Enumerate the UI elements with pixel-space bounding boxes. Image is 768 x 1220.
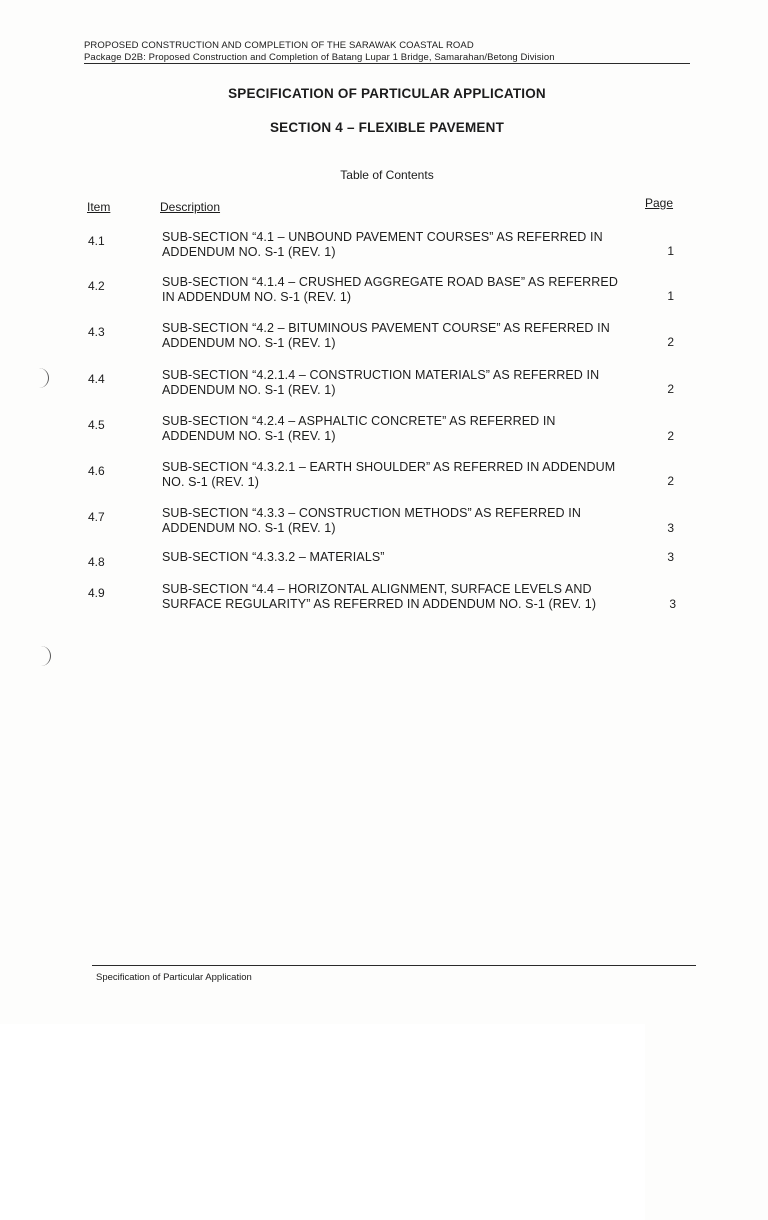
toc-heading: Table of Contents: [340, 168, 434, 182]
toc-entry-line: SUB-SECTION “4.3.3.2 – MATERIALS”: [162, 550, 385, 564]
toc-entry-number: 4.9: [88, 586, 105, 600]
toc-entry-line: SURFACE REGULARITY” AS REFERRED IN ADDENDUM NO. S-1 (REV. 1): [162, 597, 597, 611]
toc-entry-line: SUB-SECTION “4.1.4 – CRUSHED AGGREGATE ROAD BASE” AS REFERRED: [162, 275, 618, 289]
toc-entry-line: SUB-SECTION “4.3.3 – CONSTRUCTION METHODS” AS REFERRED IN: [162, 506, 581, 520]
toc-entry-line: ADDENDUM NO. S-1 (REV. 1): [162, 521, 336, 535]
toc-entry-line: IN ADDENDUM NO. S-1 (REV. 1): [162, 290, 352, 304]
document-footer: Specification of Particular Application: [96, 972, 252, 983]
toc-entry-page: 3: [667, 521, 674, 535]
toc-entry-number: 4.5: [88, 418, 105, 432]
toc-entry-page: 1: [667, 289, 674, 303]
toc-entry-number: 4.2: [88, 279, 105, 293]
toc-entry-line: ADDENDUM NO. S-1 (REV. 1): [162, 245, 336, 259]
toc-entry-number: 4.7: [88, 510, 105, 524]
toc-entry-description: [162, 506, 666, 536]
toc-entry-page: 2: [667, 335, 674, 349]
toc-entry-page: 2: [667, 382, 674, 396]
document-title: SPECIFICATION OF PARTICULAR APPLICATION: [228, 86, 546, 101]
toc-entry-description: [162, 414, 666, 444]
header-package-title: Package D2B: Proposed Construction and Completion of Batang Lupar 1 Bridge, Samarahan/Betong Division: [84, 52, 555, 63]
toc-entry-number: 4.8: [88, 555, 105, 569]
toc-entry-line: ADDENDUM NO. S-1 (REV. 1): [162, 383, 336, 397]
toc-entry-line: SUB-SECTION “4.4 – HORIZONTAL ALIGNMENT, SURFACE LEVELS AND: [162, 582, 592, 596]
toc-entry-description: [162, 582, 682, 612]
toc-entry-description: [162, 460, 666, 490]
toc-entry-page: 1: [667, 244, 674, 258]
section-title: SECTION 4 – FLEXIBLE PAVEMENT: [269, 120, 505, 135]
document-header: [84, 40, 690, 64]
column-header-page: Page: [645, 196, 768, 1220]
column-header-item: Item: [87, 200, 111, 214]
toc-entry-number: 4.4: [88, 372, 105, 386]
toc-entry-description: [162, 230, 666, 260]
toc-entry-page: 2: [667, 474, 674, 488]
toc-entry-number: 4.3: [88, 325, 105, 339]
toc-entry-line: ADDENDUM NO. S-1 (REV. 1): [162, 336, 336, 350]
toc-entry-description: [162, 275, 666, 305]
column-header-description: Description: [160, 200, 221, 214]
toc-entry-page: 2: [667, 429, 674, 443]
toc-entry-description: [162, 368, 666, 398]
toc-entry-line: NO. S-1 (REV. 1): [162, 475, 259, 489]
toc-entry-page: 3: [669, 597, 676, 611]
toc-entry-number: 4.6: [88, 464, 105, 478]
punch-hole-mark: [38, 368, 49, 388]
header-project-title: PROPOSED CONSTRUCTION AND COMPLETION OF THE SARAWAK COASTAL ROAD: [84, 40, 474, 51]
toc-entry-line: SUB-SECTION “4.2.1.4 – CONSTRUCTION MATERIALS” AS REFERRED IN: [162, 368, 600, 382]
toc-entry-line: SUB-SECTION “4.3.2.1 – EARTH SHOULDER” AS REFERRED IN ADDENDUM: [162, 460, 616, 474]
toc-entry-line: SUB-SECTION “4.2 – BITUMINOUS PAVEMENT COURSE” AS REFERRED IN: [162, 321, 610, 335]
toc-entry-page: 3: [667, 550, 674, 564]
toc-entry-description: [162, 321, 666, 351]
toc-entry-description: [162, 550, 666, 565]
toc-entry-line: SUB-SECTION “4.2.4 – ASPHALTIC CONCRETE” AS REFERRED IN: [162, 414, 556, 428]
toc-entry-line: SUB-SECTION “4.1 – UNBOUND PAVEMENT COURSES” AS REFERRED IN: [162, 230, 603, 244]
footer-divider: [92, 965, 696, 966]
header-divider: [84, 63, 690, 64]
punch-hole-mark: [40, 646, 51, 666]
toc-entry-line: ADDENDUM NO. S-1 (REV. 1): [162, 429, 336, 443]
toc-entry-number: 4.1: [88, 234, 105, 248]
